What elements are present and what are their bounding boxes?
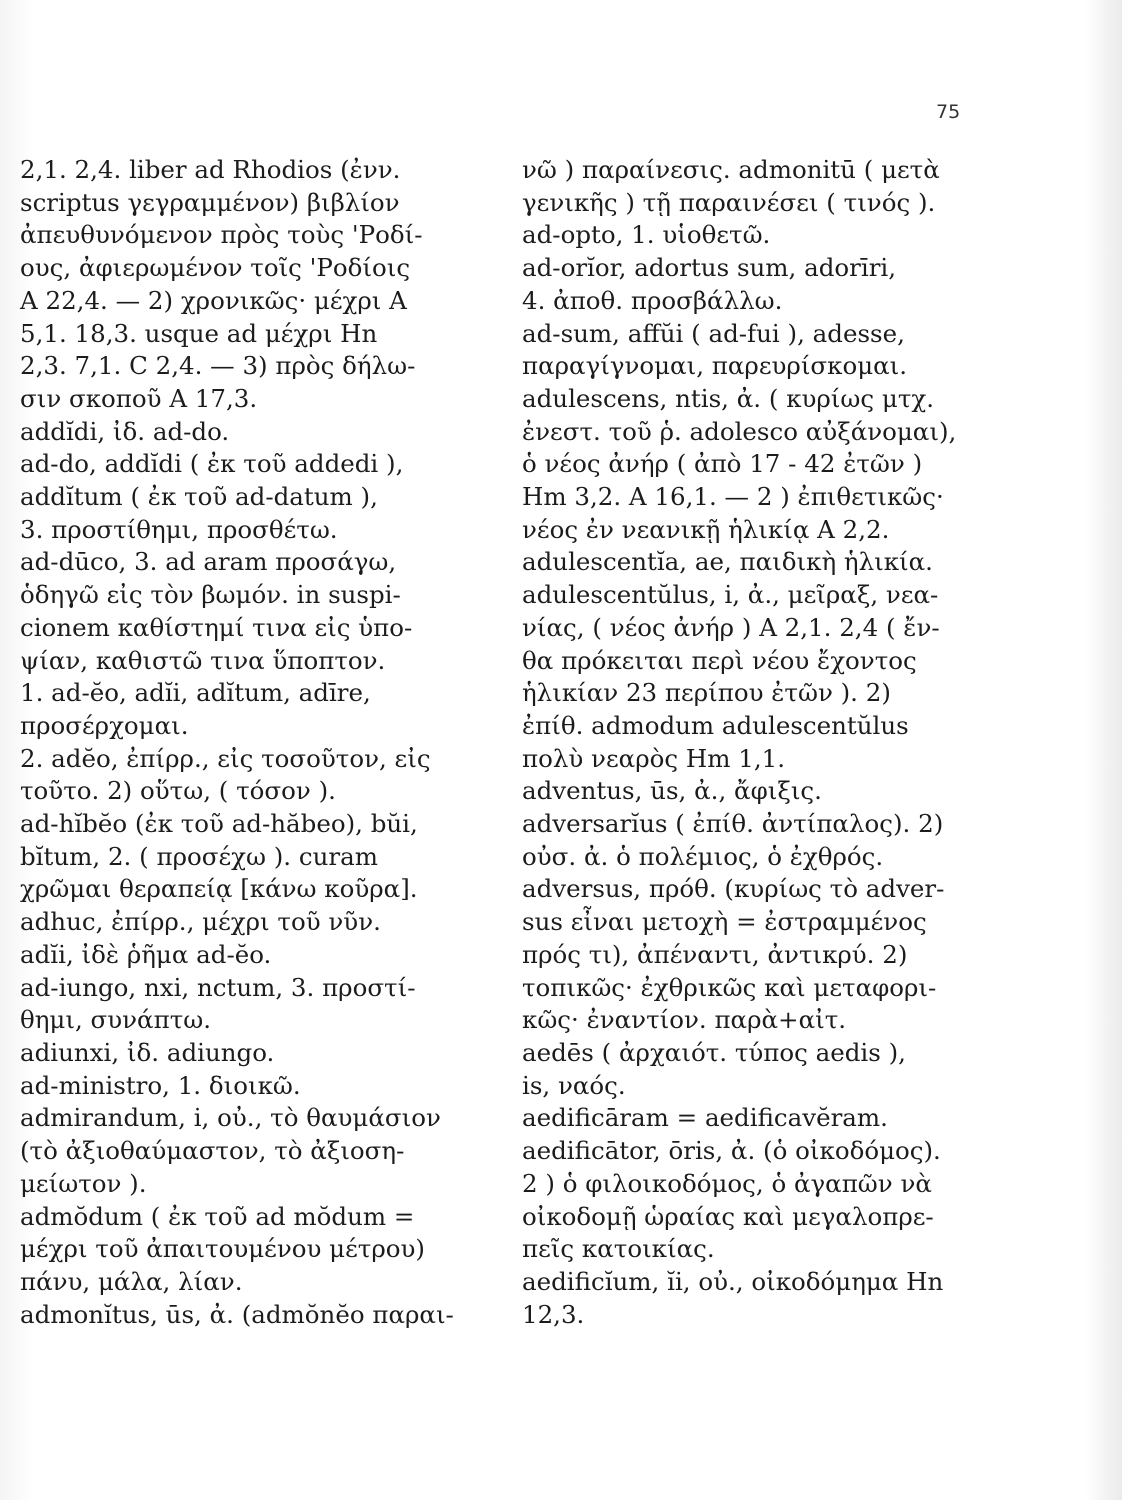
entry-line: ad-hĭbĕo (ἐκ τοῦ ad-hăbeo), bŭi, [20, 809, 418, 839]
entry-line: 2. adĕo, ἐπίρρ., εἰς τοσοῦτον, εἰς [20, 743, 431, 773]
entry-line: 4. ἀποθ. προσβάλλω. [522, 285, 783, 315]
entry-line: addĭtum ( ἐκ τοῦ ad-datum ), [20, 482, 378, 512]
entry-line: 1. ad-ĕo, adĭi, adĭtum, adīre, [20, 678, 371, 708]
entry-line: 5,1. 18,3. usque ad μέχρι Hn [20, 318, 378, 348]
entry-line: πολὺ νεαρὸς Hm 1,1. [522, 743, 785, 773]
entry-line: adhuc, ἐπίρρ., μέχρι τοῦ νῦν. [20, 907, 381, 937]
entry-line: νίας, ( νέος ἀνήρ ) A 2,1. 2,4 ( ἔν- [522, 612, 940, 642]
entry-line: μέχρι τοῦ ἀπαιτουμένου μέτρου) [20, 1234, 425, 1264]
entry-line: adversarĭus ( ἐπίθ. ἀντίπαλος). 2) [522, 809, 944, 839]
entry-line: admŏdum ( ἐκ τοῦ ad mŏdum = [20, 1201, 415, 1231]
entry-line: cionem καθίστημί τινα εἰς ὑπο- [20, 612, 413, 642]
entry-line: (τὸ ἀξιοθαύμαστον, τὸ ἀξιοση- [20, 1136, 405, 1166]
entry-line: ad-opto, 1. υἱοθετῶ. [522, 220, 771, 250]
entry-line: ad-iungo, nxi, nctum, 3. προστί- [20, 972, 416, 1002]
entry-line: ad-do, addĭdi ( ἐκ τοῦ addedi ), [20, 449, 404, 479]
entry-line: aedēs ( ἀρχαιότ. τύπος aedis ), [522, 1037, 906, 1067]
entry-line: νῶ ) παραίνεσις. admonitū ( μετὰ [522, 155, 940, 184]
entry-line: ους, ἀφιερωμένον τοῖς 'Ροδίοις [20, 253, 411, 283]
entry-line: adventus, ūs, ἀ., ἄφιξις. [522, 776, 822, 806]
entry-line: πρός τι), ἀπέναντι, ἀντικρύ. 2) [522, 939, 908, 969]
entry-line: ὁδηγῶ εἰς τὸν βωμόν. in suspi- [20, 580, 401, 610]
entry-line: θα πρόκειται περὶ νέου ἔχοντος [522, 645, 917, 675]
entry-line: 3. προστίθημι, προσθέτω. [20, 514, 338, 544]
entry-line: πάνυ, μάλα, λίαν. [20, 1266, 243, 1296]
entry-line: ὁ νέος ἀνήρ ( ἀπὸ 17 - 42 ἐτῶν ) [522, 449, 923, 479]
entry-line: aedificātor, ōris, ἀ. (ὁ οἰκοδόμος). [522, 1136, 941, 1166]
entry-line: νέος ἐν νεανικῇ ἡλικίᾳ A 2,2. [522, 514, 890, 544]
entry-line: ἐνεστ. τοῦ ῥ. adolesco αὐξάνομαι), [522, 416, 957, 446]
entry-line: adiunxi, ἰδ. adiungo. [20, 1037, 275, 1067]
page-number: 75 [936, 101, 961, 123]
entry-line: 2,3. 7,1. C 2,4. — 3) πρὸς δήλω- [20, 351, 416, 381]
entry-line: θημι, συνάπτω. [20, 1005, 212, 1035]
entry-line: Hm 3,2. A 16,1. — 2 ) ἐπιθετικῶς· [522, 482, 944, 512]
entry-line: χρῶμαι θεραπείᾳ [κάνω κοῦρα]. [20, 874, 418, 904]
entry-line: ἡλικίαν 23 περίπου ἐτῶν ). 2) [522, 678, 891, 708]
entry-line: οἰκοδομῇ ὡραίας καὶ μεγαλοπρε- [522, 1201, 934, 1231]
entry-line: ἀπευθυνόμενον πρὸς τοὺς 'Ροδί- [20, 220, 423, 250]
entry-line: γενικῆς ) τῇ παραινέσει ( τινός ). [522, 187, 936, 217]
entry-line: adversus, πρόθ. (κυρίως τὸ adver- [522, 874, 945, 904]
entry-line: τοπικῶς· ἐχθρικῶς καὶ μεταφορι- [522, 972, 937, 1002]
left-column [20, 154, 486, 1331]
entry-line: παραγίγνομαι, παρευρίσκομαι. [522, 351, 908, 381]
entry-line: ad-orĭor, adortus sum, adorīri, [522, 253, 897, 283]
entry-line: adulescens, ntis, ἀ. ( κυρίως μτχ. [522, 383, 935, 413]
entry-line: scriptus γεγραμμένον) βιβλίον [20, 187, 400, 217]
entry-line: admirandum, i, οὐ., τὸ θαυμάσιον [20, 1103, 441, 1133]
entry-line: οὐσ. ἀ. ὁ πολέμιος, ὁ ἐχθρός. [522, 841, 884, 871]
entry-line: 12,3. [522, 1299, 585, 1329]
entry-line: ἐπίθ. admodum adulescentŭlus [522, 710, 909, 740]
entry-line: addĭdi, ἰδ. ad-do. [20, 416, 230, 446]
entry-line: ad-dūco, 3. ad aram προσάγω, [20, 547, 397, 577]
right-column [522, 154, 964, 1331]
entry-line: aedificāram = aedificavĕram. [522, 1103, 888, 1133]
entry-line: A 22,4. — 2) χρονικῶς· μέχρι A [20, 285, 407, 315]
entry-line: ad-sum, affŭi ( ad-fui ), adesse, [522, 318, 905, 348]
entry-line: τοῦτο. 2) οὕτω, ( τόσον ). [20, 776, 336, 806]
entry-line: σιν σκοποῦ A 17,3. [20, 383, 258, 413]
entry-line: 2 ) ὁ φιλοικοδόμος, ὁ ἀγαπῶν νὰ [522, 1168, 932, 1198]
entry-line: adulescentĭa, ae, παιδικὴ ἡλικία. [522, 547, 933, 577]
entry-line: admonĭtus, ūs, ἀ. (admŏnĕo παραι- [20, 1299, 454, 1329]
entry-line: ψίαν, καθιστῶ τινα ὕποπτον. [20, 645, 386, 675]
entry-line: ad-ministro, 1. διοικῶ. [20, 1070, 301, 1100]
entry-line: adulescentŭlus, i, ἀ., μεῖραξ, νεα- [522, 580, 939, 610]
entry-line: sus εἶναι μετοχὴ = ἐστραμμένος [522, 907, 927, 937]
entry-line: aedificĭum, ĭi, οὐ., οἰκοδόμημα Hn [522, 1266, 944, 1296]
entry-line: μείωτον ). [20, 1168, 147, 1198]
entry-line: adĭi, ἰδὲ ῥῆμα ad-ĕo. [20, 939, 272, 969]
entry-line: προσέρχομαι. [20, 710, 189, 740]
entry-line: bĭtum, 2. ( προσέχω ). curam [20, 841, 378, 871]
entry-line: 2,1. 2,4. liber ad Rhodios (ἐνν. [20, 155, 401, 184]
page-bleed-through [1084, 0, 1122, 1500]
entry-line: πεῖς κατοικίας. [522, 1234, 715, 1264]
entry-line: is, ναός. [522, 1070, 626, 1100]
entry-line: κῶς· ἐναντίον. παρὰ+αἰτ. [522, 1005, 847, 1035]
